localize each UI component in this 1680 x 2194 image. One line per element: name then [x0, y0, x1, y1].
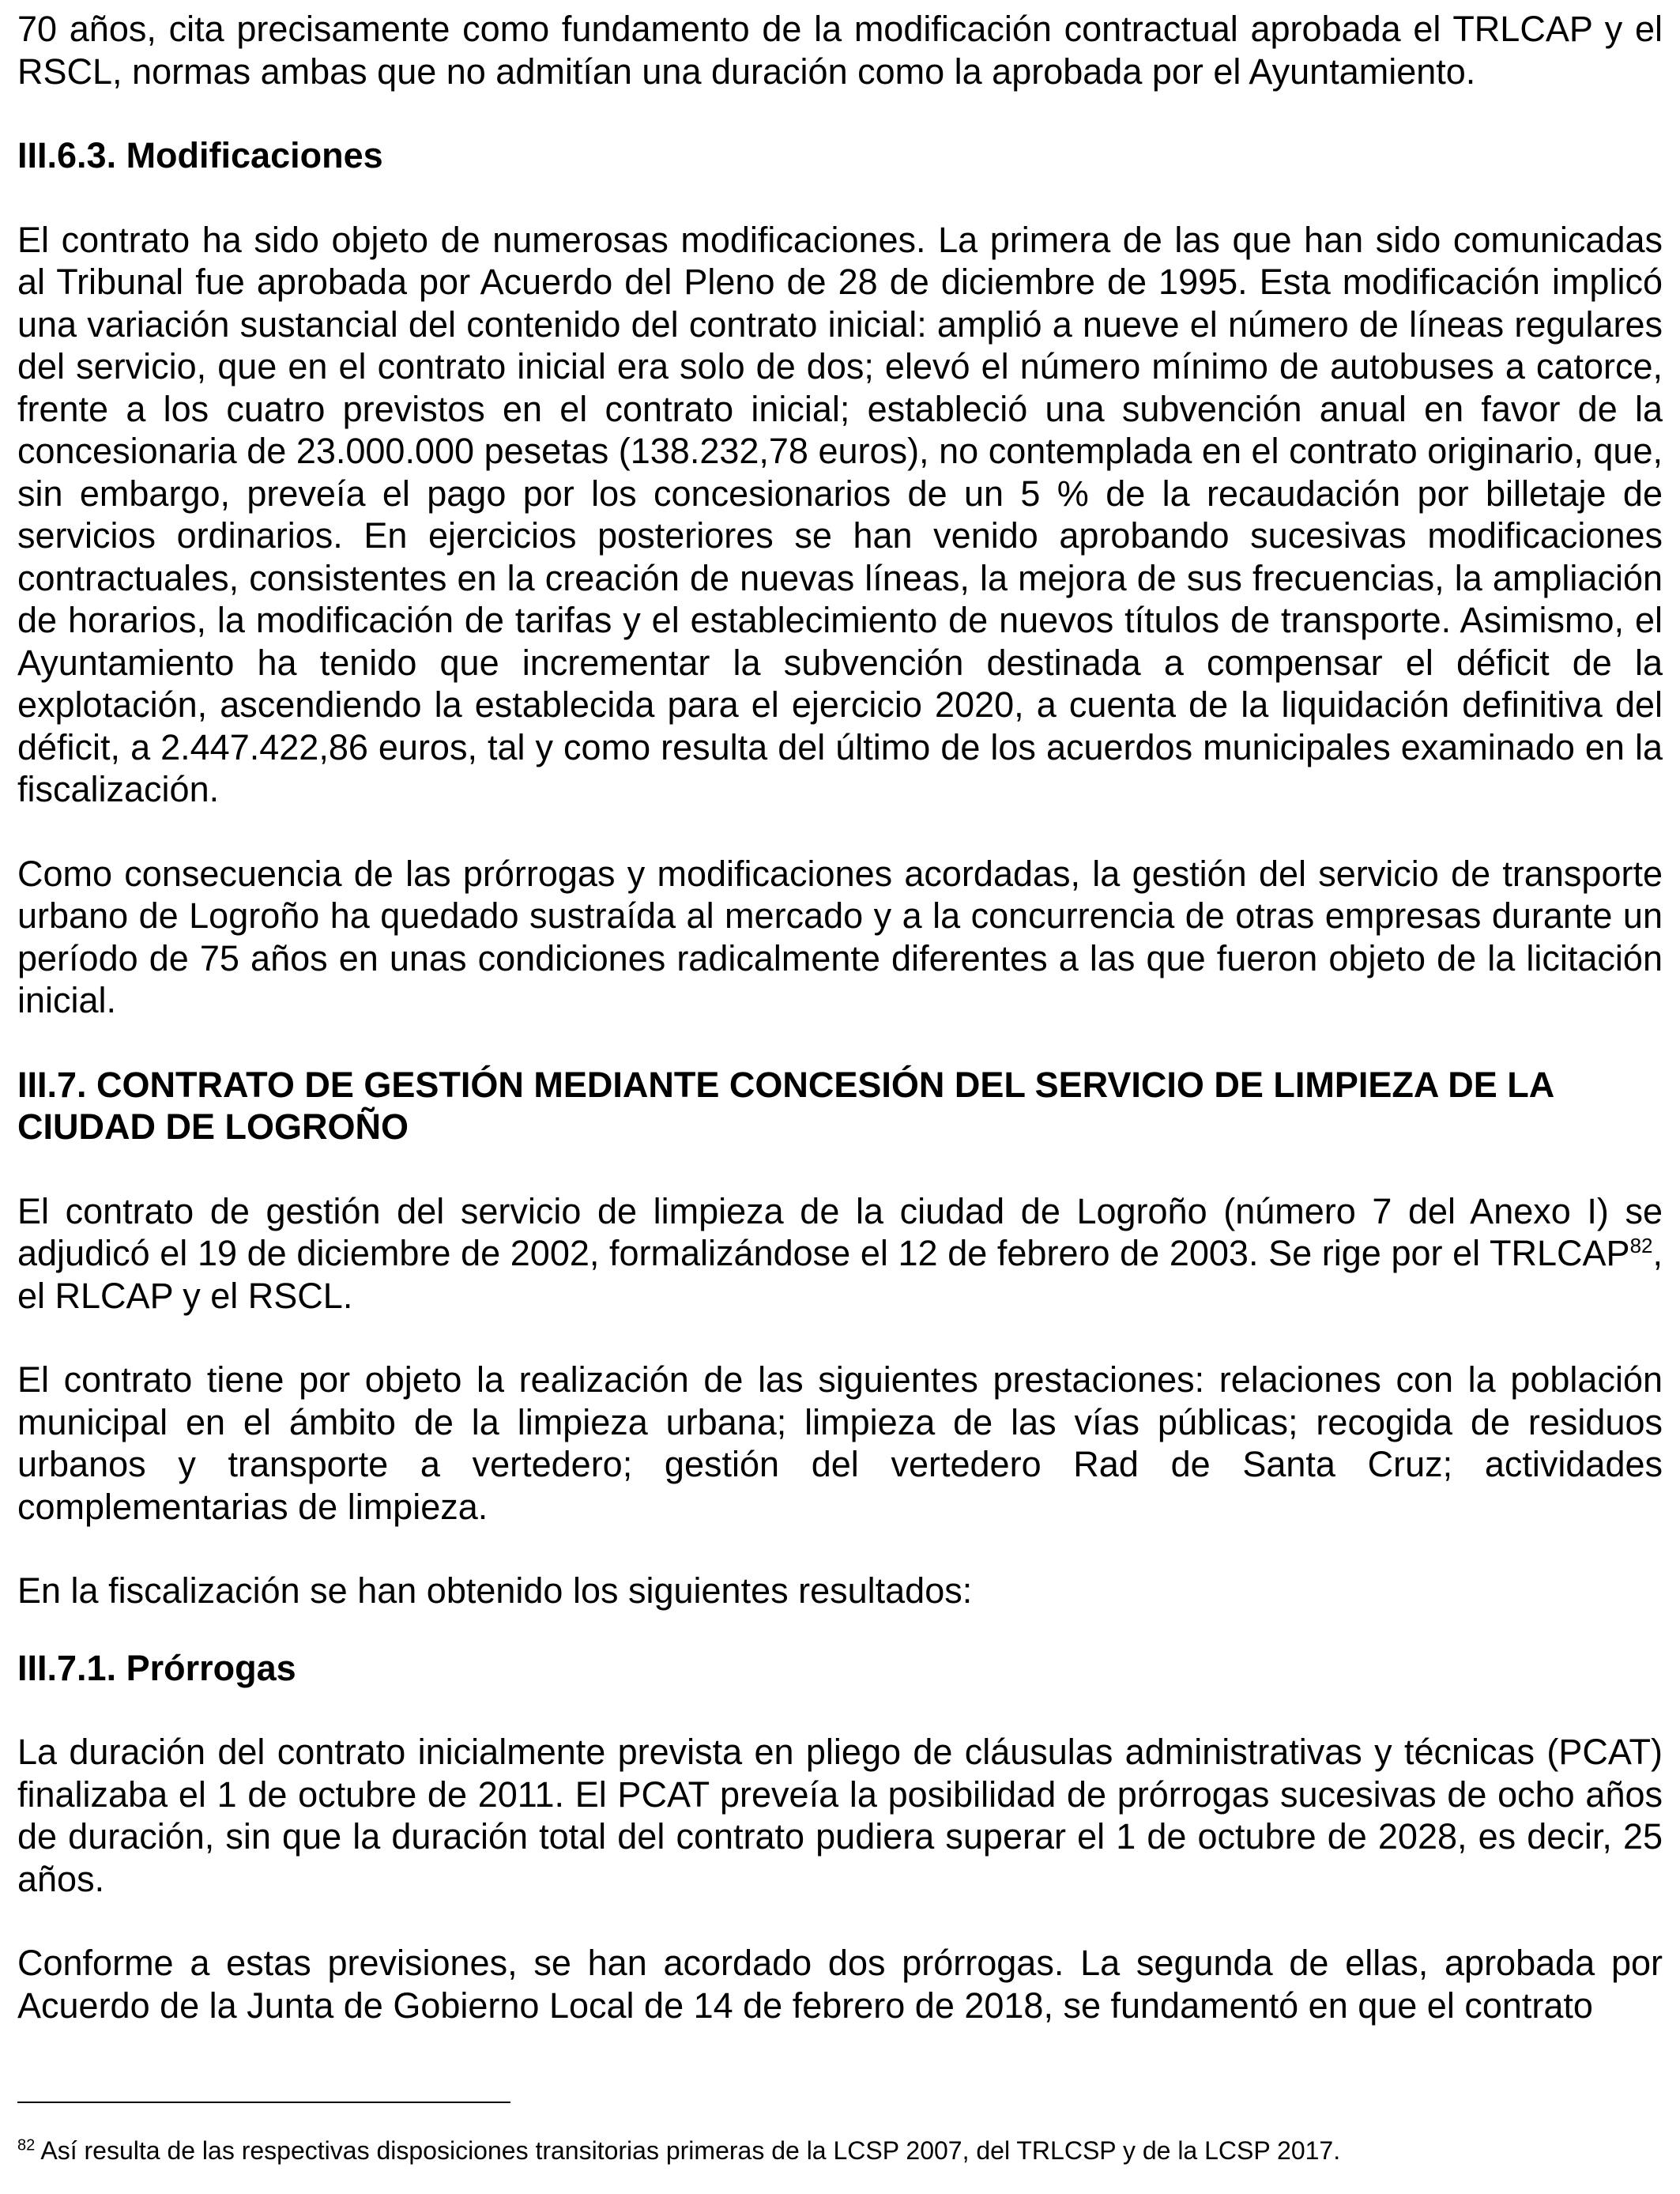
- heading-iii-6-3: III.6.3. Modificaciones: [17, 135, 383, 175]
- paragraph-objeto: El contrato tiene por objeto la realización de las siguientes prestaciones: relaciones con la población municipal en el ámbito de la limpieza urbana; limpieza de las vías públicas; recogida de residuos urbanos y transporte a vertedero; gestión del vertedero Rad de Santa Cruz; actividades complementarias de limpieza.: [17, 1359, 1663, 1527]
- paragraph-conforme: Conforme a estas previsiones, se han acordado dos prórrogas. La segunda de ellas, aprobada por Acuerdo de la Junta de Gobierno Local de 14 de febrero de 2018, se fundamentó en que el contrato: [17, 1943, 1663, 2026]
- paragraph-modificaciones: El contrato ha sido objeto de numerosas modificaciones. La primera de las que han sido comunicadas al Tribunal fue aprobada por Acuerdo del Pleno de 28 de diciembre de 1995. Esta modificación implicó una variación sustancial del contenido del contrato inicial: amplió a nueve el número de líneas regulares del servicio, que en el contrato inicial era solo de dos; elevó el número mínimo de autobuses a catorce, frente a los cuatro previstos en el contrato inicial; estableció una subvención anual en favor de la concesionaria de 23.000.000 pesetas (138.232,78 euros), no contemplada en el contrato originario, que, sin embargo, preveía el pago por los concesionarios de un 5 % de la recaudación por billetaje de servicios ordinarios. En ejercicios posteriores se han venido aprobando sucesivas modificaciones contractuales, consistentes en la creación de nuevas líneas, la mejora de sus frecuencias, la ampliación de horarios, la modificación de tarifas y el establecimiento de nuevos títulos de transporte. Asimismo, el Ayuntamiento ha tenido que incrementar la subvención destinada a compensar el déficit de la explotación, ascendiendo la establecida para el ejercicio 2020, a cuenta de la liquidación definitiva del déficit, a 2.447.422,86 euros, tal y como resulta del último de los acuerdos municipales examinado en la fiscalización.: [17, 219, 1663, 809]
- footnote-text: Así resulta de las respectivas disposiciones transitorias primeras de la LCSP 2007, del TRLCSP y de la LCSP 2017.: [40, 2136, 1341, 2165]
- footnote-number: 82: [17, 2136, 36, 2154]
- footnote: [17, 2134, 1663, 2167]
- paragraph-consecuencia: Como consecuencia de las prórrogas y modificaciones acordadas, la gestión del servicio de transporte urbano de Logroño ha quedado sustraída al mercado y a la concurrencia de otras empresas durante un período de 75 años en unas condiciones radicalmente diferentes a las que fueron objeto de la licitación inicial.: [17, 853, 1663, 1020]
- paragraph-top: 70 años, cita precisamente como fundamento de la modificación contractual aprobada el TRLCAP y el RSCL, normas ambas que no admitían una duración como la aprobada por el Ayuntamiento.: [17, 9, 1663, 92]
- heading-iii-7: III.7. CONTRATO DE GESTIÓN MEDIANTE CONCESIÓN DEL SERVICIO DE LIMPIEZA DE LA CIUDAD DE LOGROÑO: [17, 1064, 1554, 1147]
- footnote-divider: [17, 2102, 510, 2103]
- paragraph-contrato-limpieza: [17, 1190, 1663, 1318]
- paragraph-resultados: En la fiscalización se han obtenido los siguientes resultados:: [17, 1570, 973, 1611]
- paragraph-contrato-limpieza-tail: , el RLCAP y el RSCL.: [17, 1233, 1663, 1316]
- document-page: [17, 8, 1663, 2026]
- footnote-reference-82[interactable]: 82: [1629, 1234, 1653, 1257]
- paragraph-contrato-limpieza-main: El contrato de gestión del servicio de limpieza de la ciudad de Logroño (número 7 del Anexo I) se adjudicó el 19 de diciembre de 2002, formalizándose el 12 de febrero de 2003. Se rige por el TRLCAP: [17, 1190, 1663, 1273]
- paragraph-duracion: La duración del contrato inicialmente prevista en pliego de cláusulas administrativas y técnicas (PCAT) finalizaba el 1 de octubre de 2011. El PCAT preveía la posibilidad de prórrogas sucesivas de ocho años de duración, sin que la duración total del contrato pudiera superar el 1 de octubre de 2028, es decir, 25 años.: [17, 1732, 1663, 1899]
- heading-iii-7-1: III.7.1. Prórrogas: [17, 1647, 296, 1688]
